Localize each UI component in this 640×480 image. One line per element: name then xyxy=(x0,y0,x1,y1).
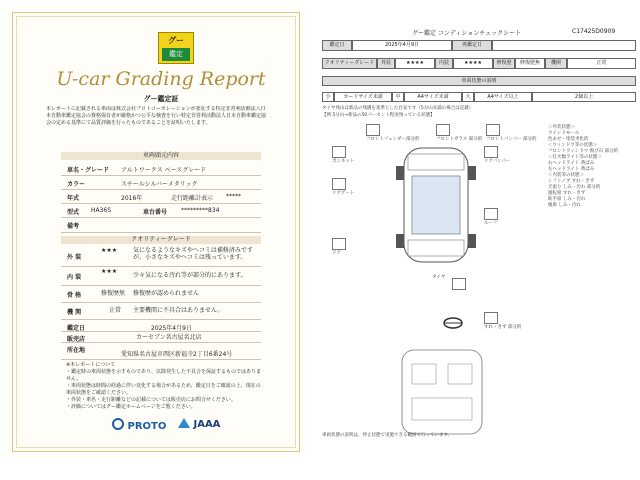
address-row xyxy=(61,343,261,360)
dealer-row xyxy=(61,332,261,343)
quality-section-title: クオリティーグレード xyxy=(61,236,261,244)
certificate-name: グー鑑定証 xyxy=(143,95,179,103)
date-label: 鑑定日 xyxy=(67,325,86,332)
steering-wheel-icon xyxy=(442,316,464,330)
condition-notes xyxy=(548,124,636,208)
remarks-row xyxy=(61,218,261,233)
part-label: リアゲート xyxy=(332,191,355,196)
condition-note: 運転席 すれ・きず xyxy=(548,191,586,196)
engine-value: 正常 xyxy=(567,58,636,69)
condition-check-sheet xyxy=(322,28,636,458)
exterior-header: 外装 xyxy=(377,58,395,69)
sheet-id: C17425D0909 xyxy=(572,28,616,35)
quality-label: 内 装 xyxy=(67,274,82,281)
part-label: ボンネット xyxy=(332,159,355,164)
year-row xyxy=(61,190,261,204)
quality-row-interior xyxy=(61,267,261,286)
part-box xyxy=(436,124,450,136)
quality-text: 気になるようなキズやヘコミは補修済みですが、小さなキズやヘコミは残っています。 xyxy=(133,247,253,261)
part-box xyxy=(366,124,380,136)
quality-stars: ★★★ xyxy=(101,268,118,275)
date-row xyxy=(61,321,261,332)
jaaa-brand-text: JAAA xyxy=(193,419,221,430)
exterior-value: ★★★★ xyxy=(395,58,435,69)
model-label: 型式 xyxy=(67,209,80,216)
part-label: リアバンパー xyxy=(484,159,511,164)
part-label: ドア xyxy=(332,251,341,256)
size-small-text: カードサイズ未満 xyxy=(334,92,392,102)
jaaa-mark-icon xyxy=(178,418,190,428)
note-item: ・車両状態は時間の経過に伴い変化する場合があるため、鑑定日をご確認の上、現在の車両状態をご確認ください。 xyxy=(66,383,261,396)
proto-brand-text: PROTO xyxy=(127,421,167,432)
condition-note: ＜ウィンドウ等の状態＞ xyxy=(548,143,598,148)
quality-row-engine xyxy=(61,303,261,320)
date-header: 鑑定日 xyxy=(322,40,352,51)
repair-header: 修復歴 xyxy=(493,58,515,69)
quality-header: クオリティーグレード xyxy=(322,58,377,69)
part-box xyxy=(484,312,498,324)
dealer-value: カーセブン名古屋名北店 xyxy=(136,334,202,341)
logo-bottom-text: 鑑定 xyxy=(162,48,190,61)
condition-note: 色あせ・塗装劣化的 xyxy=(548,137,589,142)
part-label: すれ・きず 部分的 xyxy=(484,325,522,330)
goo-appraisal-logo xyxy=(158,32,194,64)
part-label: ルーフ xyxy=(484,221,498,226)
quality-text: 主要機関に不具合はありません。 xyxy=(133,307,224,314)
condition-note: 助手席 しみ・汚れ xyxy=(548,197,586,202)
sheet-footnote: 車両状態の説明は、停止状態で実施できる範囲で行っています。 xyxy=(322,433,453,438)
part-label: タイヤ xyxy=(432,275,446,280)
quality-stars: 修復歴無 xyxy=(101,290,126,297)
certificate-intro: 本レポートに記載される車両は株式会社プロトコーポレーションが委託する特定非営利活動法人日本自動車鑑定協会の資格保有者が厳格かつ公平な検査を行い特定非営利活動法人日本自動車鑑定協会の定める基準にて品質評価を行ったものであることを証明いたします。 xyxy=(46,106,267,126)
interior-header: 内装 xyxy=(435,58,453,69)
model-value: HA36S xyxy=(91,207,112,214)
tire-subnote: 【例 5分山→新品の50パーセント程度残っている状態】 xyxy=(322,113,435,118)
part-box xyxy=(332,178,346,190)
proto-logo xyxy=(112,418,166,432)
condition-note: ウインドモール xyxy=(548,131,580,136)
jaaa-logo xyxy=(178,418,220,430)
part-box xyxy=(332,238,346,250)
interior-diagram xyxy=(392,346,492,438)
part-box xyxy=(452,278,466,290)
tire-note: タイヤ残山は新品の残溝を基準とした目安です（5分山未満の場合は記載） xyxy=(322,106,474,111)
part-label: フロントバンパー 部分的 xyxy=(486,137,537,142)
note-item: ・外装・車名・走行距離などの記載については販売店にお問合せください。 xyxy=(66,397,236,403)
year-label: 年式 xyxy=(67,195,80,202)
vehicle-section-title: 車両頭元内容 xyxy=(61,152,261,160)
repair-value: 修復歴無 xyxy=(515,58,545,69)
proto-mark-icon xyxy=(112,418,124,430)
quality-text: 修復歴が認められません xyxy=(133,290,200,297)
part-box xyxy=(486,124,500,136)
note-item: ・鑑定時の車両状態を示すものであり、以降発生した不具合を保証するものではありません。 xyxy=(66,369,262,382)
interior-value: ★★★★ xyxy=(453,58,493,69)
address-value: 愛知県名古屋市西区新福寺2丁目6番24号 xyxy=(121,351,233,358)
quality-label: 機 関 xyxy=(67,309,82,316)
condition-note: シフトノブ すれ・きず xyxy=(548,179,595,184)
dealer-label: 販売店 xyxy=(67,336,86,343)
logo-top-text: グー xyxy=(168,36,184,45)
notes-block xyxy=(66,362,261,411)
state-title: 車両状態の説明 xyxy=(322,76,636,86)
name-row xyxy=(61,162,261,176)
date-value: 2025年4月9日 xyxy=(151,325,192,332)
notes-title: ※本レポートについて xyxy=(66,362,116,368)
condition-note: 天張り しみ・汚れ 部分的 xyxy=(548,185,601,190)
year-value: 2016年 xyxy=(121,195,143,202)
note-item: ・評価についてはグー鑑定ホームページをご覧ください。 xyxy=(66,404,196,410)
part-label: フロントガラス 部分的 xyxy=(436,137,483,142)
quality-row-frame xyxy=(61,286,261,303)
condition-note: フロントウィンドウ 飛び石 部分的 xyxy=(548,149,619,154)
mileage-label: 走行距離計表示 xyxy=(171,195,214,202)
quality-stars: ★★★ xyxy=(101,247,118,254)
mileage-value: ***** xyxy=(226,193,241,200)
condition-note: 右ヘッドライト 黄ばみ xyxy=(548,161,595,166)
condition-note: 後席 しみ・汚れ xyxy=(548,203,581,208)
vin-value: *********834 xyxy=(181,207,220,214)
address-label: 所在地 xyxy=(67,347,86,354)
grading-certificate xyxy=(6,6,306,458)
quality-stars: 正常 xyxy=(109,307,122,314)
part-label: フロントフェンダー部分的 xyxy=(366,137,420,142)
quality-text: 少々気になる汚れ等が部分的にあります。 xyxy=(133,272,247,279)
quality-label: 骨 格 xyxy=(67,292,82,299)
size-large-text: A4サイズ以上 xyxy=(474,92,532,102)
size-multiple: 2個以上 xyxy=(532,92,636,102)
size-medium-text: A4サイズ未満 xyxy=(404,92,462,102)
certificate-title: U-car Grading Report xyxy=(56,68,266,90)
date-value: 2025年4月9日 xyxy=(352,40,452,51)
condition-note: 左ヘッドライト 黄ばみ xyxy=(548,167,595,172)
sheet-title: グー鑑定 コンディションチェックシート xyxy=(412,30,522,37)
condition-note: ＜外装状態＞ xyxy=(548,125,575,130)
car-top-view-diagram xyxy=(382,140,492,270)
condition-note: ＜内装等の状態＞ xyxy=(548,173,584,178)
part-box xyxy=(332,146,346,158)
name-value: アルトワークス ベースグレード xyxy=(121,167,207,174)
quality-label: 外 装 xyxy=(67,254,82,261)
quality-row-exterior xyxy=(61,246,261,267)
condition-note: ＜灯火類ライト等の状態＞ xyxy=(548,155,602,160)
size-medium: 中 xyxy=(392,92,404,102)
model-row xyxy=(61,204,261,218)
vin-label: 車台番号 xyxy=(143,209,168,216)
name-label: 車名・グレード xyxy=(67,167,110,174)
color-row xyxy=(61,176,261,190)
engine-header: 機関 xyxy=(545,58,567,69)
size-small: 小 xyxy=(322,92,334,102)
color-label: カラー xyxy=(67,181,86,188)
size-large: 大 xyxy=(462,92,474,102)
remarks-label: 備考 xyxy=(67,223,80,230)
reappraisal-date-header: 再鑑定日 xyxy=(452,40,492,51)
reappraisal-date-value xyxy=(492,40,636,51)
color-value: スチールシルバーメタリック xyxy=(121,181,198,188)
